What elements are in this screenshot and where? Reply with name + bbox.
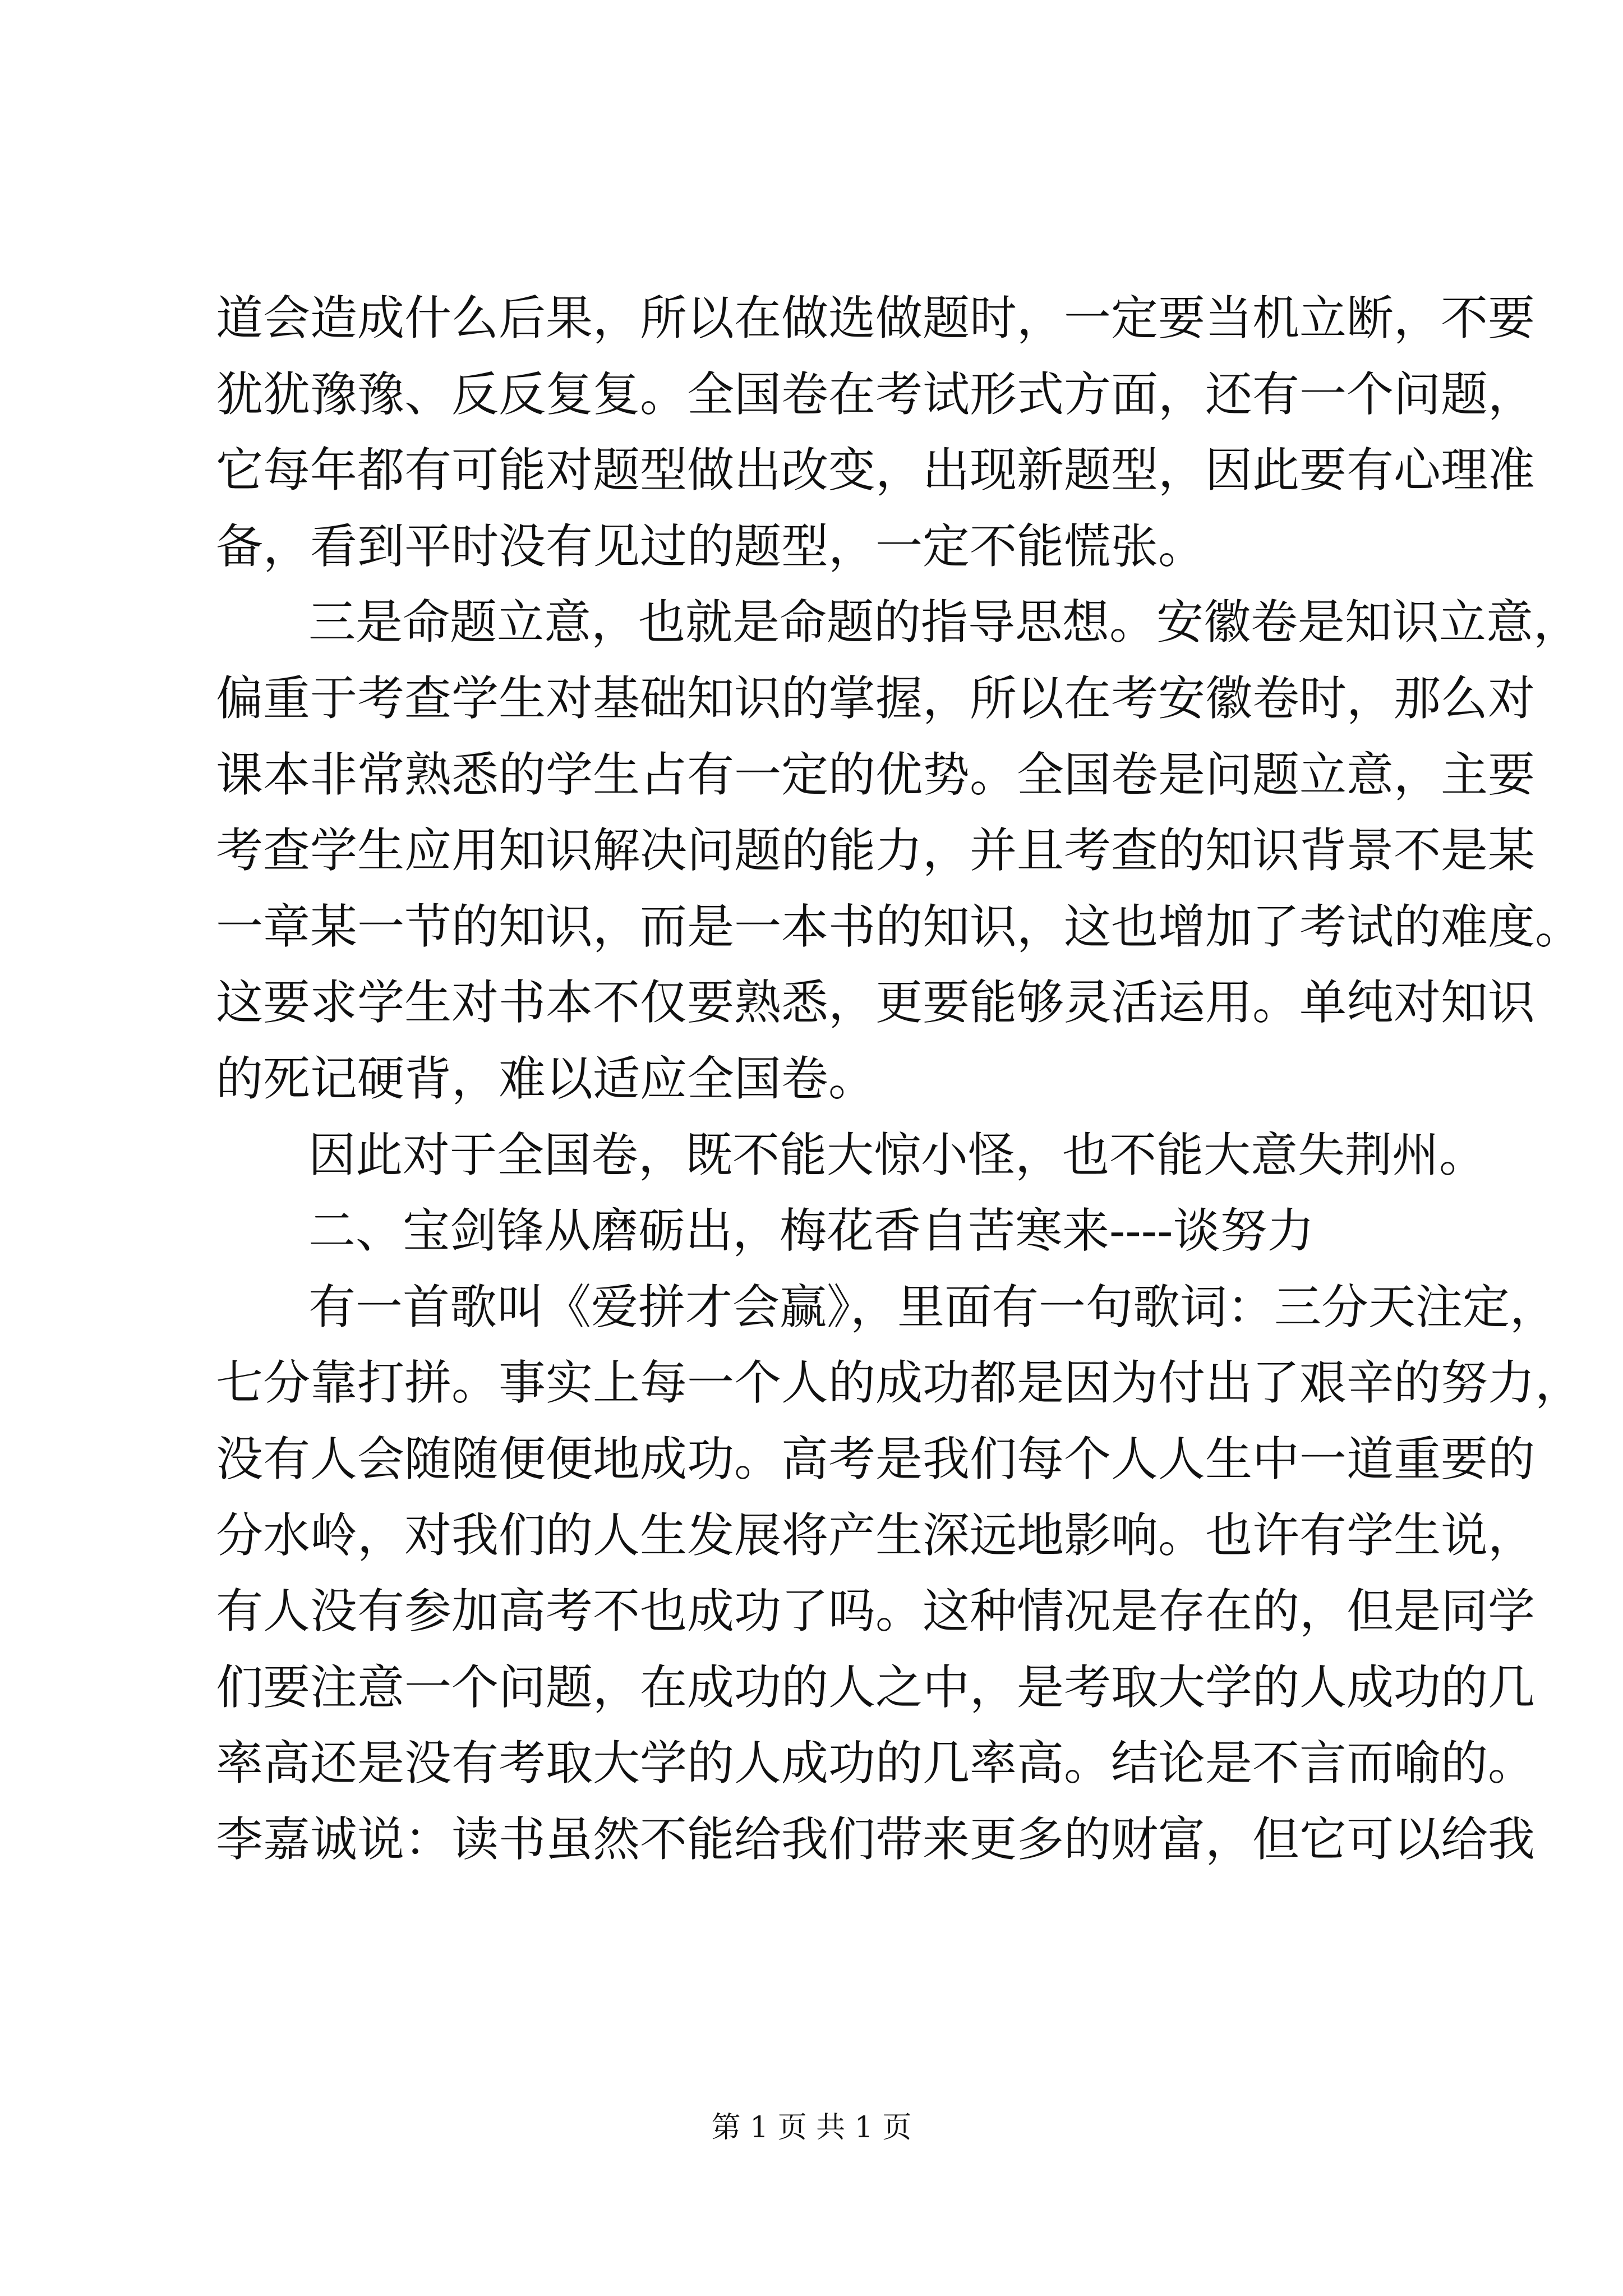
text-line: 的死记硬背，难以适应全国卷。 — [216, 1051, 876, 1106]
text-line: 没有人会随随便便地成功。高考是我们每个人人生中一道重要的 — [216, 1431, 1536, 1487]
text-line: 因此对于全国卷，既不能大惊小怪，也不能大意失荆州。 — [308, 1127, 1487, 1182]
text-line: 三是命题立意，也就是命题的指导思想。安徽卷是知识立意， — [308, 595, 1581, 650]
text-line: 考查学生应用知识解决问题的能力，并且考查的知识背景不是某 — [216, 823, 1536, 878]
text-line: 道会造成什么后果，所以在做选做题时，一定要当机立断，不要 — [216, 291, 1536, 346]
text-line: 李嘉诚说：读书虽然不能给我们带来更多的财富，但它可以给我 — [216, 1811, 1536, 1867]
text-line: 有人没有参加高考不也成功了吗。这种情况是存在的，但是同学 — [216, 1584, 1536, 1639]
text-line: 一章某一节的知识，而是一本书的知识，这也增加了考试的难度。 — [216, 899, 1583, 954]
page-footer: 第 1 页 共 1 页 — [711, 2111, 912, 2145]
text-line: 二、宝剑锋从磨砺出，梅花香自苦寒来----谈努力 — [308, 1203, 1315, 1259]
text-line: 这要求学生对书本不仅要熟悉，更要能够灵活运用。单纯对知识 — [216, 975, 1536, 1030]
text-line: 偏重于考查学生对基础知识的掌握，所以在考安徽卷时，那么对 — [216, 670, 1536, 726]
text-line: 备，看到平时没有见过的题型，一定不能慌张。 — [216, 518, 1206, 574]
text-line: 犹犹豫豫、反反复复。全国卷在考试形式方面，还有一个问题， — [216, 366, 1536, 422]
text-line: 分水岭，对我们的人生发展将产生深远地影响。也许有学生说， — [216, 1507, 1536, 1563]
text-line: 有一首歌叫《爱拼才会赢》，里面有一句歌词：三分天注定， — [308, 1279, 1557, 1335]
document-body — [216, 280, 1583, 1878]
text-line: 七分靠打拼。事实上每一个人的成功都是因为付出了艰辛的努力， — [216, 1355, 1583, 1411]
text-line: 们要注意一个问题，在成功的人之中，是考取大学的人成功的几 — [216, 1659, 1536, 1715]
text-line: 它每年都有可能对题型做出改变，出现新题型，因此要有心理准 — [216, 443, 1536, 498]
text-line: 课本非常熟悉的学生占有一定的优势。全国卷是问题立意，主要 — [216, 747, 1536, 802]
text-line: 率高还是没有考取大学的人成功的几率高。结论是不言而喻的。 — [216, 1736, 1536, 1791]
